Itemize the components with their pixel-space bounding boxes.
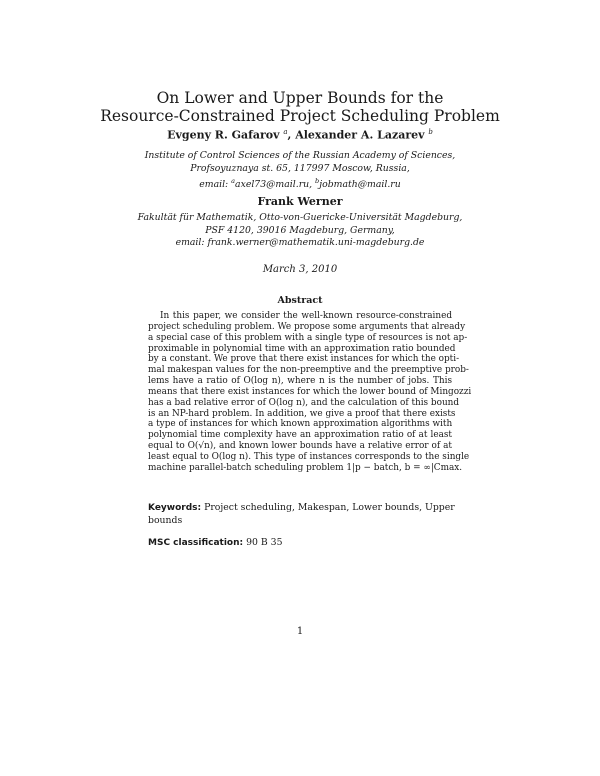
affiliation-1-line-2: Profsoyuznaya st. 65, 117997 Moscow, Russia, <box>190 162 410 174</box>
author-mark-a: a <box>283 128 288 136</box>
email-b: jobmath@mail.ru <box>319 179 401 191</box>
abstract-body <box>148 311 472 474</box>
abstract-line: mal makespan values for the non-preemptive and the preemptive prob- <box>148 365 469 376</box>
abstract-heading: Abstract <box>277 295 323 306</box>
title-line-1: On Lower and Upper Bounds for the <box>156 89 444 107</box>
author-gafarov: Evgeny R. Gafarov <box>167 128 280 142</box>
msc-classification <box>148 537 452 548</box>
affiliation-2 <box>0 212 600 250</box>
affiliation-1-emails <box>0 175 600 192</box>
author-lazarev: Alexander A. Lazarev <box>295 128 425 142</box>
abstract-line: a special case of this problem with a single type of resources is not ap- <box>148 332 468 343</box>
keywords-label: Keywords: <box>148 503 202 513</box>
paper-date: March 3, 2010 <box>262 264 338 275</box>
abstract-line: polynomial time complexity have an approximation ratio of at least <box>148 430 452 441</box>
author-list <box>0 128 600 142</box>
email-mark-b: b <box>315 177 320 185</box>
author-werner: Frank Werner <box>257 195 343 208</box>
keywords-line-1 <box>148 502 455 515</box>
paper-title <box>0 89 600 125</box>
author-mark-b: b <box>428 128 433 136</box>
keywords-section <box>148 502 455 526</box>
abstract-line: equal to O(√n), and known lower bounds have a relative error of at <box>148 441 452 452</box>
abstract-line: proximable in polynomial time with an approximation ratio bounded <box>148 343 456 354</box>
email-mark-a: a <box>231 177 236 185</box>
abstract-line: a type of instances for which known approximation algorithms with <box>148 419 453 430</box>
keywords-text-1: Project scheduling, Makespan, Lower bounds, Upper <box>204 502 455 513</box>
abstract-line: machine parallel-batch scheduling problem 1|p − batch, b = ∞|Cmax. <box>148 462 463 473</box>
email-a: axel73@mail.ru, <box>235 179 316 191</box>
abstract-line: by a constant. We prove that there exist instances for which the opti- <box>148 354 460 365</box>
abstract-line: is an NP-hard problem. In addition, we give a proof that there exists <box>148 408 456 419</box>
affiliation-1 <box>0 150 600 192</box>
author-separator: , <box>287 128 296 142</box>
abstract-line: has a bad relative error of O(log n), and the calculation of this bound <box>148 397 460 408</box>
affiliation-1-line-1: Institute of Control Sciences of the Russian Academy of Sciences, <box>144 150 456 161</box>
affiliation-2-line-2: PSF 4120, 39016 Magdeburg, Germany, <box>205 224 395 236</box>
abstract-line: least equal to O(log n). This type of instances corresponds to the single <box>148 451 470 462</box>
affiliation-2-line-3: email: frank.werner@mathematik.uni-magdeburg.de <box>175 237 425 248</box>
keywords-line-2: bounds <box>148 514 183 526</box>
msc-value: 90 B 35 <box>246 537 283 548</box>
title-line-2: Resource-Constrained Project Scheduling Problem <box>100 107 500 125</box>
affiliation-2-line-1: Fakultät für Mathematik, Otto-von-Guericke-Universität Magdeburg, <box>137 212 463 223</box>
abstract-line: project scheduling problem. We propose some arguments that already <box>148 321 466 332</box>
abstract-line: means that there exist instances for which the lower bound of Mingozzi <box>148 386 472 397</box>
abstract-line: In this paper, we consider the well-known resource-constrained <box>160 311 452 321</box>
msc-label: MSC classification: <box>148 538 244 548</box>
page-number: 1 <box>296 626 304 637</box>
abstract-line: lems have a ratio of O(log n), where n is the number of jobs. This <box>148 376 452 387</box>
email-prefix: email: <box>199 179 232 191</box>
